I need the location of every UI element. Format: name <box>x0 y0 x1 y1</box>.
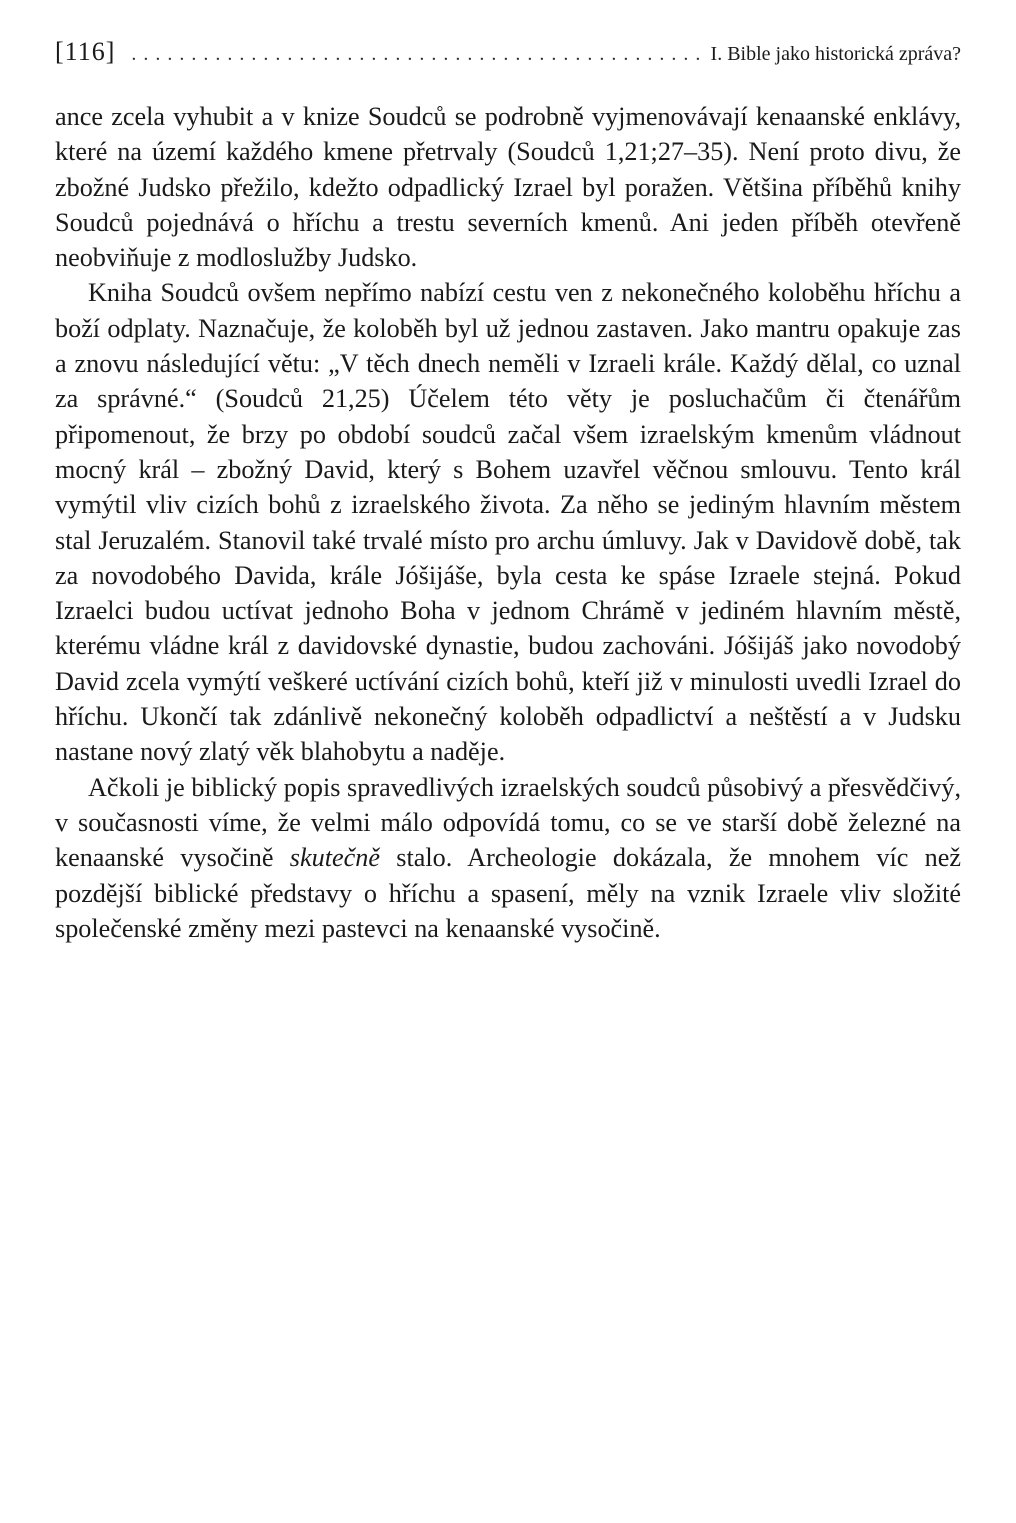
dot-leader <box>131 38 704 70</box>
paragraph-text: stalo. Archeologie dokázala, že mnohem víc než pozdější biblické představy o hříchu a spasení, měly na vznik Izraele vliv složité společenské změny mezi pastevci na kenaanské vysočině. <box>55 843 961 943</box>
chapter-title: I. Bible jako historická zpráva? <box>710 43 961 65</box>
paragraph <box>55 99 961 275</box>
paragraph-text: ance zcela vyhubit a v knize Soudců se podrobně vyjmenovávají kenaanské enklávy, které na území každého kmene přetrvaly (Soudců 1,21;27–35). Není proto divu, že zbožné Judsko přežilo, kdežto odpadlický Izrael byl poražen. Většina příběhů knihy Soudců pojednává o hříchu a trestu severních kmenů. Ani jeden příběh otevřeně neobviňuje z modloslužby Judsko. <box>55 102 961 273</box>
running-header <box>55 36 961 68</box>
paragraph <box>55 275 961 769</box>
paragraph-text: Ačkoli je biblický popis spravedlivých izraelských soudců působivý a přesvědčivý, v současnosti víme, že velmi málo odpovídá tomu, co se ve starší době železné na kenaanské vysočině <box>55 772 961 873</box>
paragraph <box>55 770 961 946</box>
emphasis-text: skutečně <box>289 843 380 873</box>
body-text <box>55 99 961 946</box>
page-number: [116] <box>55 37 116 66</box>
paragraph-text: Kniha Soudců ovšem nepřímo nabízí cestu ven z nekonečného koloběhu hříchu a boží odplaty. Naznačuje, že koloběh byl už jednou zastaven. Jako mantru opakuje zas a znovu následující větu: „V těch dnech neměli v Izraeli krále. Každý dělal, co uznal za správné.“ (Soudců 21,25) Účelem této věty je posluchačům či čtenářům připomenout, že brzy po období soudců začal všem izraelským kmenům vládnout mocný král – zbožný David, který s Bohem uzavřel věčnou smlouvu. Tento král vymýtil vliv cizích bohů z izraelského života. Za něho se jediným hlavním městem stal Jeruzalém. Stanovil také trvalé místo pro archu úmluvy. Jak v Davidově době, tak za novodobého Davida, krále Jóšijáše, byla cesta ke spáse Izraele stejná. Pokud Izraelci budou uctívat jednoho Boha v jednom Chrámě v jediném hlavním městě, kterému vládne král z davidovské dynastie, budou zachováni. Jóšijáš jako novodobý David zcela vymýtí veškeré uctívání cizích bohů, kteří již v minulosti uvedli Izrael do hříchu. Ukončí tak zdánlivě nekonečný koloběh odpadlictví a neštěstí a v Judsku nastane nový zlatý věk blahobytu a naděje. <box>55 278 961 767</box>
